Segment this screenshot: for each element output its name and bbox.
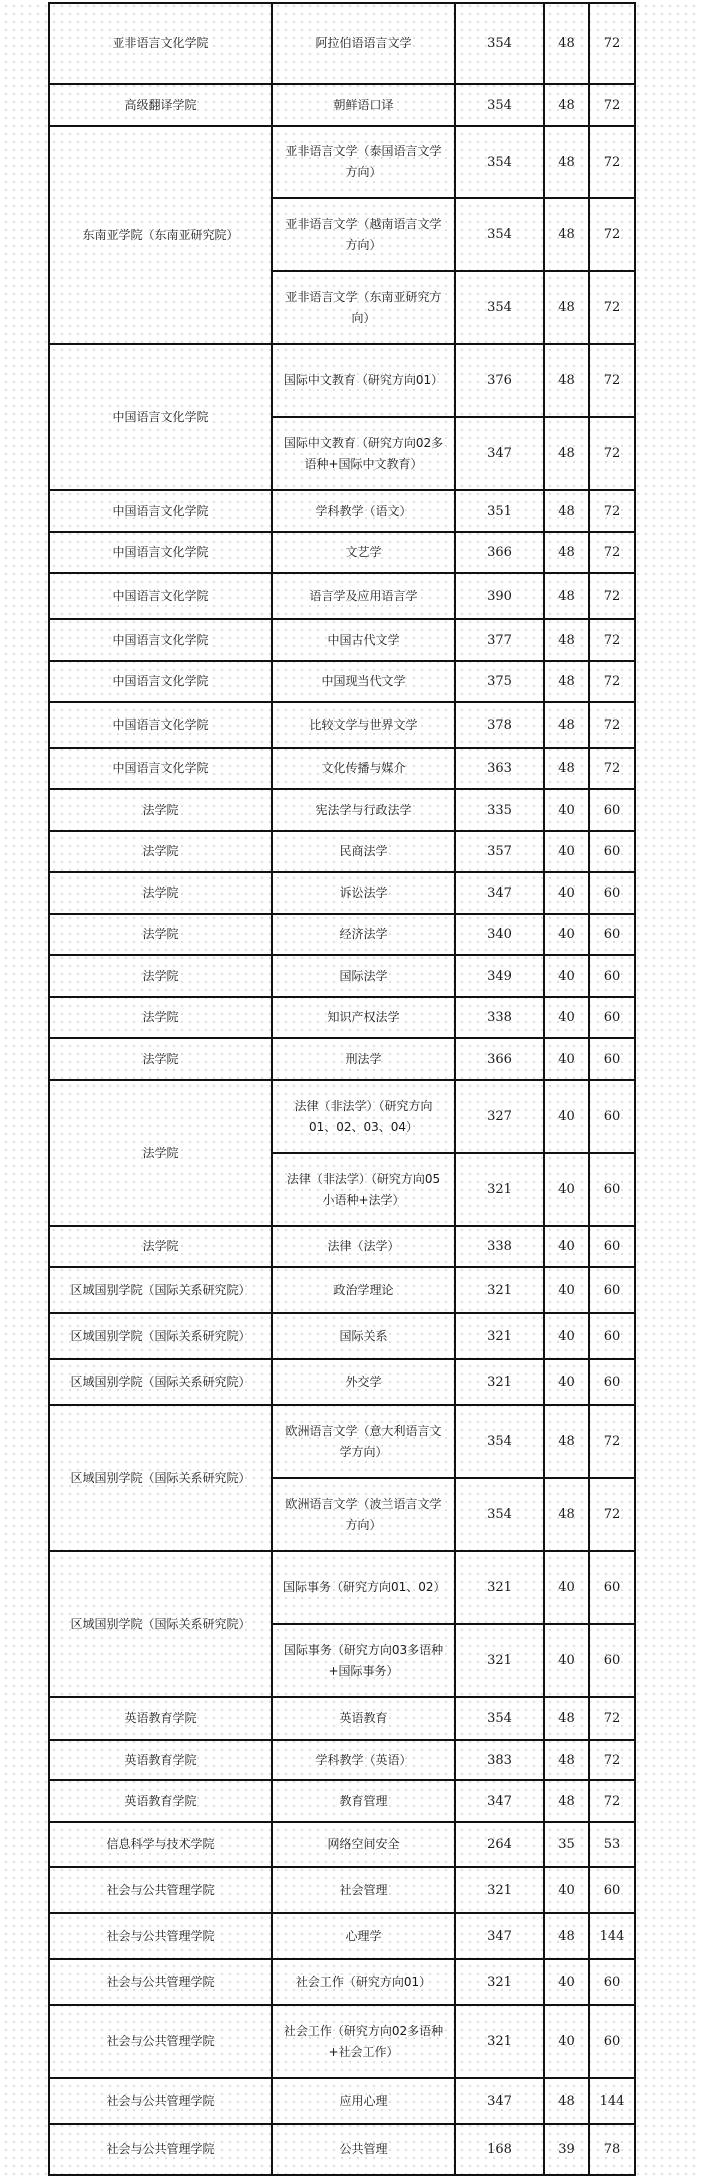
single-subject-over100-cell: 72 — [589, 573, 635, 619]
table-row — [49, 1038, 635, 1080]
total-score-cell: 354 — [455, 1405, 544, 1478]
table-row — [49, 1313, 635, 1359]
major-cell: 阿拉伯语语言文学 — [272, 3, 455, 84]
single-subject-100-cell: 48 — [544, 1697, 589, 1740]
total-score-cell: 347 — [455, 417, 544, 490]
college-cell: 法学院 — [49, 914, 272, 955]
major-cell: 欧洲语言文学（意大利语言文学方向） — [272, 1405, 455, 1478]
college-cell: 法学院 — [49, 1038, 272, 1080]
major-cell: 宪法学与行政法学 — [272, 789, 455, 831]
college-cell: 英语教育学院 — [49, 1780, 272, 1822]
single-subject-100-cell: 48 — [544, 344, 589, 417]
single-subject-over100-cell: 60 — [589, 2005, 635, 2078]
college-cell: 亚非语言文化学院 — [49, 3, 272, 84]
major-cell: 政治学理论 — [272, 1267, 455, 1313]
total-score-cell: 327 — [455, 1080, 544, 1153]
single-subject-100-cell: 40 — [544, 1624, 589, 1697]
major-cell: 外交学 — [272, 1359, 455, 1405]
total-score-cell: 347 — [455, 872, 544, 914]
single-subject-over100-cell: 144 — [589, 1913, 635, 1959]
total-score-cell: 354 — [455, 3, 544, 84]
table-row — [49, 619, 635, 661]
major-cell: 学科教学（英语） — [272, 1740, 455, 1780]
total-score-cell: 340 — [455, 914, 544, 955]
college-cell: 社会与公共管理学院 — [49, 1959, 272, 2005]
college-cell: 信息科学与技术学院 — [49, 1822, 272, 1867]
single-subject-over100-cell: 72 — [589, 702, 635, 748]
single-subject-100-cell: 48 — [544, 1740, 589, 1780]
college-cell: 法学院 — [49, 1080, 272, 1226]
single-subject-over100-cell: 72 — [589, 490, 635, 532]
major-cell: 国际关系 — [272, 1313, 455, 1359]
table-row — [49, 2005, 635, 2078]
college-cell: 中国语言文化学院 — [49, 344, 272, 490]
single-subject-100-cell: 40 — [544, 789, 589, 831]
major-cell: 法律（法学） — [272, 1226, 455, 1267]
single-subject-100-cell: 40 — [544, 1038, 589, 1080]
table-row — [49, 2078, 635, 2124]
college-cell: 法学院 — [49, 1226, 272, 1267]
single-subject-over100-cell: 60 — [589, 1267, 635, 1313]
total-score-cell: 377 — [455, 619, 544, 661]
table-row — [49, 997, 635, 1038]
college-cell: 法学院 — [49, 872, 272, 914]
total-score-cell: 354 — [455, 126, 544, 198]
single-subject-100-cell: 48 — [544, 198, 589, 271]
table-row — [49, 1551, 635, 1624]
college-cell: 区域国别学院（国际关系研究院） — [49, 1313, 272, 1359]
single-subject-100-cell: 39 — [544, 2124, 589, 2175]
single-subject-over100-cell: 72 — [589, 1405, 635, 1478]
single-subject-over100-cell: 72 — [589, 619, 635, 661]
total-score-cell: 363 — [455, 748, 544, 789]
college-cell: 中国语言文化学院 — [49, 532, 272, 573]
single-subject-over100-cell: 60 — [589, 1959, 635, 2005]
total-score-cell: 321 — [455, 1267, 544, 1313]
single-subject-100-cell: 48 — [544, 748, 589, 789]
college-cell: 中国语言文化学院 — [49, 490, 272, 532]
single-subject-100-cell: 48 — [544, 1478, 589, 1551]
major-cell: 朝鲜语口译 — [272, 84, 455, 126]
single-subject-over100-cell: 72 — [589, 661, 635, 702]
table-row — [49, 84, 635, 126]
table-row — [49, 1867, 635, 1913]
single-subject-100-cell: 40 — [544, 2005, 589, 2078]
college-cell: 社会与公共管理学院 — [49, 1913, 272, 1959]
table-row — [49, 2124, 635, 2175]
single-subject-over100-cell: 60 — [589, 1867, 635, 1913]
single-subject-over100-cell: 72 — [589, 3, 635, 84]
college-cell: 中国语言文化学院 — [49, 661, 272, 702]
single-subject-over100-cell: 60 — [589, 1226, 635, 1267]
total-score-cell: 321 — [455, 1313, 544, 1359]
total-score-cell: 366 — [455, 1038, 544, 1080]
single-subject-100-cell: 48 — [544, 2078, 589, 2124]
table-row — [49, 1267, 635, 1313]
single-subject-100-cell: 40 — [544, 1226, 589, 1267]
college-cell: 法学院 — [49, 955, 272, 997]
single-subject-over100-cell: 72 — [589, 1478, 635, 1551]
total-score-cell: 378 — [455, 702, 544, 748]
college-cell: 英语教育学院 — [49, 1697, 272, 1740]
table-row — [49, 1080, 635, 1153]
single-subject-100-cell: 48 — [544, 702, 589, 748]
total-score-cell: 366 — [455, 532, 544, 573]
total-score-cell: 351 — [455, 490, 544, 532]
single-subject-100-cell: 48 — [544, 1780, 589, 1822]
table-row — [49, 1359, 635, 1405]
single-subject-over100-cell: 60 — [589, 1359, 635, 1405]
table-row — [49, 344, 635, 417]
major-cell: 国际中文教育（研究方向01） — [272, 344, 455, 417]
major-cell: 亚非语言文学（东南亚研究方向） — [272, 271, 455, 344]
college-cell: 法学院 — [49, 997, 272, 1038]
single-subject-over100-cell: 60 — [589, 872, 635, 914]
table-row — [49, 1740, 635, 1780]
table-row — [49, 748, 635, 789]
total-score-cell: 357 — [455, 831, 544, 872]
single-subject-100-cell: 48 — [544, 1405, 589, 1478]
table-row — [49, 831, 635, 872]
college-cell: 中国语言文化学院 — [49, 702, 272, 748]
major-cell: 民商法学 — [272, 831, 455, 872]
college-cell: 社会与公共管理学院 — [49, 2078, 272, 2124]
college-cell: 社会与公共管理学院 — [49, 2005, 272, 2078]
single-subject-100-cell: 48 — [544, 490, 589, 532]
major-cell: 文化传播与媒介 — [272, 748, 455, 789]
total-score-cell: 347 — [455, 1780, 544, 1822]
single-subject-100-cell: 48 — [544, 126, 589, 198]
total-score-cell: 349 — [455, 955, 544, 997]
college-cell: 区域国别学院（国际关系研究院） — [49, 1405, 272, 1551]
single-subject-100-cell: 48 — [544, 619, 589, 661]
major-cell: 国际中文教育（研究方向02多语种+国际中文教育） — [272, 417, 455, 490]
single-subject-100-cell: 48 — [544, 271, 589, 344]
total-score-cell: 321 — [455, 1867, 544, 1913]
major-cell: 学科教学（语文） — [272, 490, 455, 532]
major-cell: 诉讼法学 — [272, 872, 455, 914]
table-row — [49, 1226, 635, 1267]
table-row — [49, 1405, 635, 1478]
total-score-cell: 354 — [455, 198, 544, 271]
table-row — [49, 702, 635, 748]
college-cell: 东南亚学院（东南亚研究院） — [49, 126, 272, 344]
major-cell: 知识产权法学 — [272, 997, 455, 1038]
table-row — [49, 1822, 635, 1867]
single-subject-over100-cell: 60 — [589, 1313, 635, 1359]
single-subject-100-cell: 48 — [544, 84, 589, 126]
single-subject-100-cell: 48 — [544, 3, 589, 84]
single-subject-over100-cell: 72 — [589, 344, 635, 417]
major-cell: 法律（非法学）（研究方向01、02、03、04） — [272, 1080, 455, 1153]
college-cell: 区域国别学院（国际关系研究院） — [49, 1267, 272, 1313]
major-cell: 应用心理 — [272, 2078, 455, 2124]
total-score-cell: 168 — [455, 2124, 544, 2175]
total-score-cell: 354 — [455, 271, 544, 344]
single-subject-100-cell: 40 — [544, 997, 589, 1038]
single-subject-over100-cell: 53 — [589, 1822, 635, 1867]
single-subject-over100-cell: 60 — [589, 1153, 635, 1226]
college-cell: 英语教育学院 — [49, 1740, 272, 1780]
single-subject-over100-cell: 60 — [589, 1624, 635, 1697]
major-cell: 文艺学 — [272, 532, 455, 573]
single-subject-100-cell: 35 — [544, 1822, 589, 1867]
college-cell: 社会与公共管理学院 — [49, 2124, 272, 2175]
total-score-cell: 321 — [455, 1153, 544, 1226]
total-score-cell: 383 — [455, 1740, 544, 1780]
single-subject-100-cell: 40 — [544, 1153, 589, 1226]
college-cell: 区域国别学院（国际关系研究院） — [49, 1359, 272, 1405]
single-subject-over100-cell: 72 — [589, 271, 635, 344]
major-cell: 中国现当代文学 — [272, 661, 455, 702]
single-subject-over100-cell: 72 — [589, 198, 635, 271]
table-row — [49, 955, 635, 997]
total-score-cell: 335 — [455, 789, 544, 831]
single-subject-over100-cell: 72 — [589, 532, 635, 573]
major-cell: 国际法学 — [272, 955, 455, 997]
total-score-cell: 347 — [455, 2078, 544, 2124]
single-subject-100-cell: 40 — [544, 1359, 589, 1405]
major-cell: 网络空间安全 — [272, 1822, 455, 1867]
major-cell: 欧洲语言文学（波兰语言文学方向） — [272, 1478, 455, 1551]
total-score-cell: 354 — [455, 1478, 544, 1551]
major-cell: 亚非语言文学（泰国语言文学方向） — [272, 126, 455, 198]
table-row — [49, 1697, 635, 1740]
table-row — [49, 490, 635, 532]
single-subject-over100-cell: 72 — [589, 748, 635, 789]
table-row — [49, 789, 635, 831]
college-cell: 法学院 — [49, 831, 272, 872]
college-cell: 中国语言文化学院 — [49, 619, 272, 661]
total-score-cell: 376 — [455, 344, 544, 417]
single-subject-over100-cell: 60 — [589, 1038, 635, 1080]
single-subject-100-cell: 40 — [544, 1959, 589, 2005]
single-subject-100-cell: 40 — [544, 872, 589, 914]
college-cell: 高级翻译学院 — [49, 84, 272, 126]
major-cell: 心理学 — [272, 1913, 455, 1959]
single-subject-100-cell: 40 — [544, 1551, 589, 1624]
table-row — [49, 573, 635, 619]
single-subject-100-cell: 48 — [544, 661, 589, 702]
major-cell: 刑法学 — [272, 1038, 455, 1080]
major-cell: 社会工作（研究方向02多语种+社会工作） — [272, 2005, 455, 2078]
major-cell: 法律（非法学）（研究方向05小语种+法学） — [272, 1153, 455, 1226]
table-row — [49, 532, 635, 573]
total-score-cell: 321 — [455, 1359, 544, 1405]
single-subject-over100-cell: 60 — [589, 955, 635, 997]
single-subject-over100-cell: 72 — [589, 1740, 635, 1780]
table-row — [49, 914, 635, 955]
single-subject-over100-cell: 60 — [589, 914, 635, 955]
major-cell: 社会管理 — [272, 1867, 455, 1913]
total-score-cell: 354 — [455, 1697, 544, 1740]
college-cell: 中国语言文化学院 — [49, 573, 272, 619]
total-score-cell: 375 — [455, 661, 544, 702]
major-cell: 公共管理 — [272, 2124, 455, 2175]
single-subject-100-cell: 40 — [544, 914, 589, 955]
single-subject-over100-cell: 72 — [589, 126, 635, 198]
single-subject-100-cell: 40 — [544, 1267, 589, 1313]
single-subject-100-cell: 40 — [544, 1080, 589, 1153]
table-row — [49, 1959, 635, 2005]
total-score-cell: 390 — [455, 573, 544, 619]
total-score-cell: 321 — [455, 2005, 544, 2078]
single-subject-over100-cell: 60 — [589, 997, 635, 1038]
single-subject-over100-cell: 72 — [589, 417, 635, 490]
total-score-cell: 321 — [455, 1959, 544, 2005]
single-subject-over100-cell: 78 — [589, 2124, 635, 2175]
table-row — [49, 126, 635, 198]
college-cell: 法学院 — [49, 789, 272, 831]
table-row — [49, 3, 635, 84]
table-row — [49, 661, 635, 702]
total-score-cell: 354 — [455, 84, 544, 126]
single-subject-over100-cell: 144 — [589, 2078, 635, 2124]
single-subject-100-cell: 40 — [544, 1313, 589, 1359]
single-subject-100-cell: 48 — [544, 1913, 589, 1959]
college-cell: 区域国别学院（国际关系研究院） — [49, 1551, 272, 1697]
table-row — [49, 872, 635, 914]
total-score-cell: 338 — [455, 997, 544, 1038]
major-cell: 经济法学 — [272, 914, 455, 955]
major-cell: 国际事务（研究方向03多语种+国际事务） — [272, 1624, 455, 1697]
major-cell: 语言学及应用语言学 — [272, 573, 455, 619]
major-cell: 社会工作（研究方向01） — [272, 1959, 455, 2005]
table-row — [49, 1780, 635, 1822]
major-cell: 教育管理 — [272, 1780, 455, 1822]
single-subject-over100-cell: 72 — [589, 84, 635, 126]
major-cell: 亚非语言文学（越南语言文学方向） — [272, 198, 455, 271]
single-subject-100-cell: 48 — [544, 417, 589, 490]
single-subject-over100-cell: 60 — [589, 831, 635, 872]
college-cell: 中国语言文化学院 — [49, 748, 272, 789]
single-subject-100-cell: 40 — [544, 1867, 589, 1913]
score-table-body — [49, 3, 635, 2175]
single-subject-over100-cell: 72 — [589, 1697, 635, 1740]
table-row — [49, 1913, 635, 1959]
single-subject-100-cell: 40 — [544, 831, 589, 872]
single-subject-100-cell: 48 — [544, 532, 589, 573]
single-subject-over100-cell: 60 — [589, 1551, 635, 1624]
total-score-cell: 321 — [455, 1551, 544, 1624]
total-score-cell: 347 — [455, 1913, 544, 1959]
single-subject-100-cell: 40 — [544, 955, 589, 997]
single-subject-over100-cell: 72 — [589, 1780, 635, 1822]
total-score-cell: 264 — [455, 1822, 544, 1867]
score-table — [48, 2, 636, 2176]
major-cell: 中国古代文学 — [272, 619, 455, 661]
major-cell: 比较文学与世界文学 — [272, 702, 455, 748]
major-cell: 国际事务（研究方向01、02） — [272, 1551, 455, 1624]
major-cell: 英语教育 — [272, 1697, 455, 1740]
single-subject-over100-cell: 60 — [589, 1080, 635, 1153]
college-cell: 社会与公共管理学院 — [49, 1867, 272, 1913]
single-subject-100-cell: 48 — [544, 573, 589, 619]
single-subject-over100-cell: 60 — [589, 789, 635, 831]
total-score-cell: 338 — [455, 1226, 544, 1267]
total-score-cell: 321 — [455, 1624, 544, 1697]
